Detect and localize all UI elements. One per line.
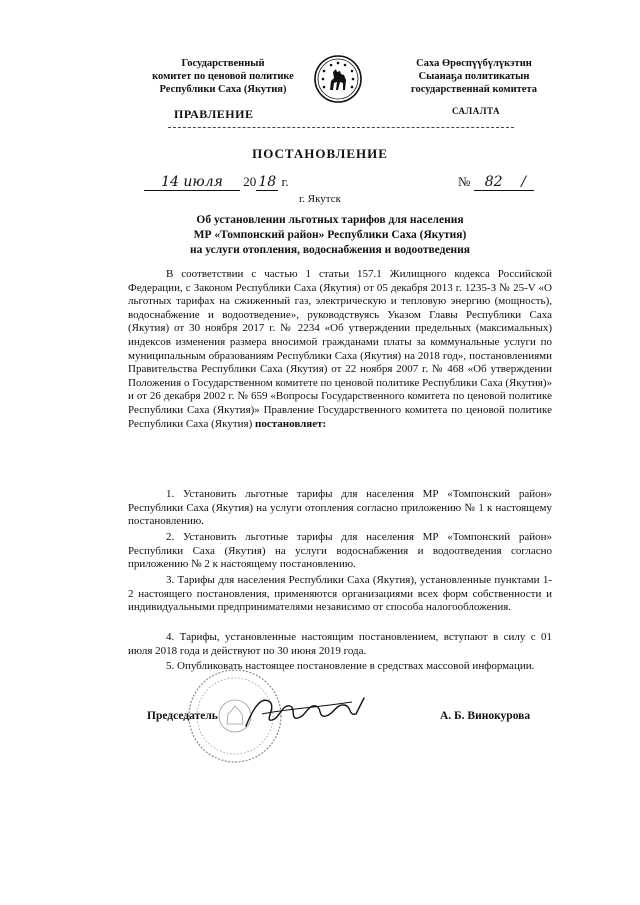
document-date: [144, 174, 289, 191]
issuer-line: Саха Өрөспүүбүлүкэтин: [416, 58, 532, 69]
preamble-paragraph: [128, 268, 552, 431]
resolution-item-3: 3. Тарифы для населения Республики Саха (Якутия), установленные пунктами 1-2 настоящего постановления, применяются организациями всех форм собственности и индивидуальными предпринимателями независимо от способа налогообложения.: [128, 574, 552, 614]
date-year-prefix: 20: [243, 174, 257, 189]
subject-line: МР «Томпонский район» Республики Саха (Якутия): [193, 229, 467, 241]
document-city: г. Якутск: [299, 193, 341, 205]
issuer-name-yakut: [384, 57, 564, 96]
resolution-item-2: 2. Установить льготные тарифы для населения МР «Томпонский район» Республики Саха (Якутия) на услуги водоснабжения и водоотведения согласно приложению № 2 к настоящему постановлению.: [128, 531, 552, 571]
sakha-coat-of-arms-icon: [313, 54, 363, 104]
issuer-line: комитет по ценовой политике: [152, 71, 294, 82]
issuer-line: Сыанаҕа политикатын: [418, 71, 530, 82]
document-number: [458, 174, 534, 191]
board-label-russian: ПРАВЛЕНИЕ: [174, 107, 254, 121]
issuer-line: Государственный: [181, 58, 265, 69]
document-subject: [120, 213, 540, 258]
board-label-yakut: САЛАЛТА: [452, 106, 501, 116]
issuer-line: государственнай комитета: [411, 84, 537, 95]
handwritten-signature: [240, 688, 370, 738]
preamble-text: В соответствии с частью 1 статьи 157.1 Жилищного кодекса Российской Федерации, с Законом Республики Саха (Якутия) от 05 декабря 2013 г. 1235-З № 25-V «О льготных тарифах на сжиженный газ, электрическую и тепловую энергию (мощность), водоснабжение и водоотведение», руководствуясь Указом Главы Республики Саха (Якутия) от 30 ноября 2017 г. № 2234 «Об утверждении предельных (максимальных) индексов изменения размера вносимой гражданами платы за коммунальные услуги по муниципальным образованиям Республики Саха (Якутия) на 2018 год», постановлениями Правительства Республики Саха (Якутия) от 22 ноября 2007 г. № 468 «Об утверждении Положения о Государственном комитете по ценовой политике Республики Саха (Якутия)» и от 26 декабря 2002 г. № 659 «Вопросы Государственного комитета по ценовой политике Республики Саха (Якутия)» Правление Государственного комитета по ценовой политике Республики Саха (Якутия): [128, 268, 552, 430]
signatory-title: Председатель: [147, 710, 218, 722]
preamble-decision: постановляет:: [255, 417, 327, 430]
resolution-item-5: 5. Опубликовать настоящее постановление в средствах массовой информации.: [166, 660, 535, 672]
number-sign: №: [458, 174, 471, 189]
number-tail: /: [514, 174, 534, 191]
signatory-name: А. Б. Винокурова: [440, 710, 531, 722]
date-day-month: 14 июля: [144, 174, 240, 191]
date-suffix: г.: [281, 174, 289, 189]
header-divider: [168, 127, 514, 128]
resolution-item-4: 4. Тарифы, установленные настоящим постановлением, вступают в силу с 01 июля 2018 года и действуют по 30 июня 2019 года.: [128, 631, 552, 657]
date-year-suffix: 18: [256, 174, 278, 191]
issuer-line: Республики Саха (Якутия): [159, 84, 287, 95]
number-value: 82: [474, 174, 514, 191]
document-type-title: ПОСТАНОВЛЕНИЕ: [252, 146, 388, 161]
subject-line: на услуги отопления, водоснабжения и водоотведения: [189, 244, 471, 256]
issuer-name-russian: [128, 57, 318, 96]
resolution-item-1: 1. Установить льготные тарифы для населения МР «Томпонский район» Республики Саха (Якутия) на услуги отопления согласно приложению № 1 к настоящему постановлению.: [128, 488, 552, 528]
subject-line: Об установлении льготных тарифов для населения: [196, 214, 464, 226]
